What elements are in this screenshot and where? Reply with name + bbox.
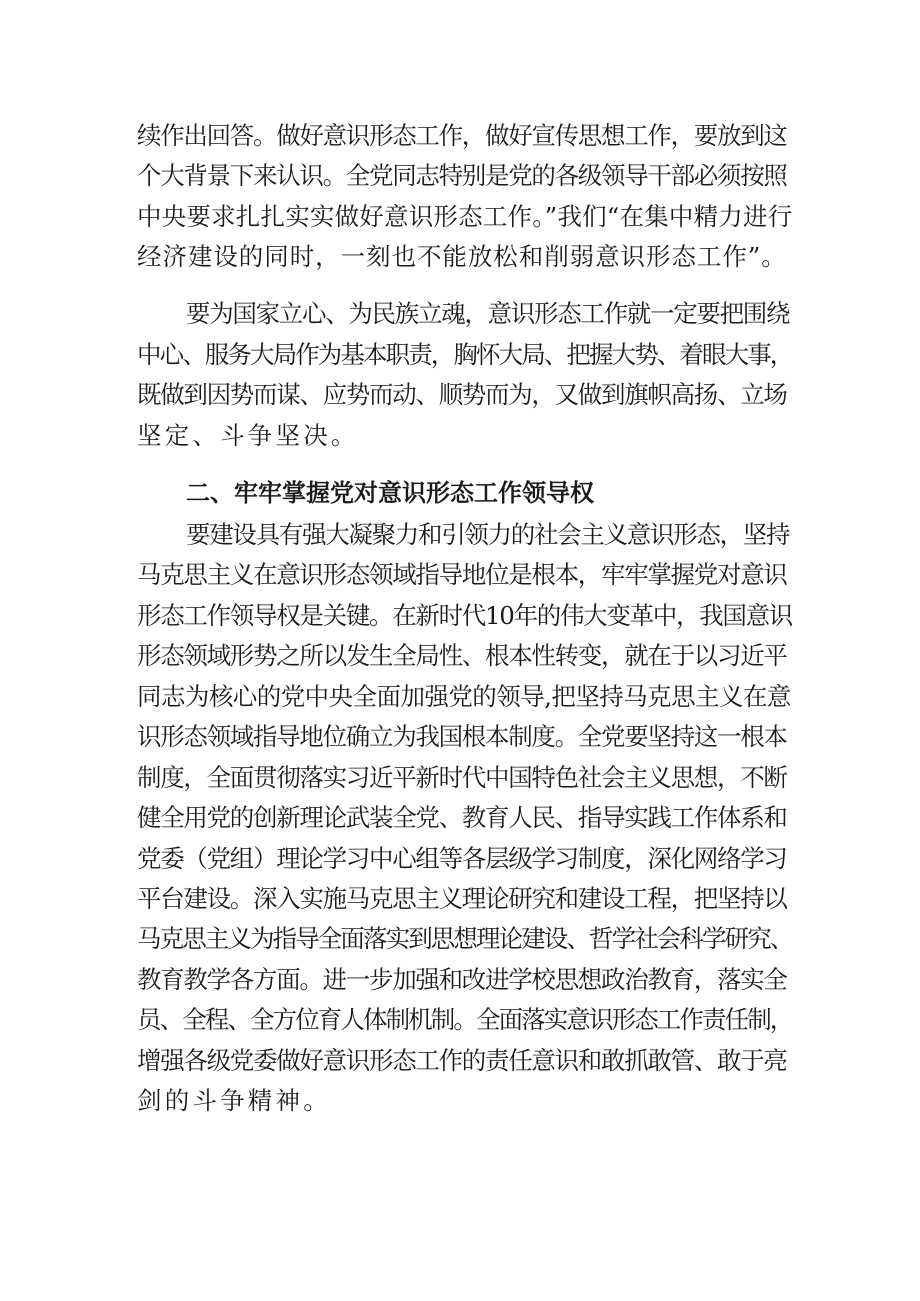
text-line: 马克思主义在意识形态领域指导地位是根本，牢牢掌握党对意识 — [137, 560, 787, 589]
text-line: 续作出回答。做好意识形态工作，做好宣传思想工作，要放到这 — [137, 121, 787, 150]
text-line: 形态领域形势之所以发生全局性、根本性转变，就在于以习近平 — [137, 641, 787, 670]
paragraph-first-line: 要建设具有强大凝聚力和引领力的社会主义意识形态，坚持 — [186, 520, 790, 549]
text-line: 中心、服务大局作为基本职责，胸怀大局、把握大势、着眼大事， — [137, 340, 793, 369]
text-line: 员、全程、全方位育人体制机制。全面落实意识形态工作责任制， — [137, 1005, 793, 1034]
text-line: 经济建设的同时，一刻也不能放松和削弱意识形态工作”。 — [137, 242, 787, 271]
text-line: 制度，全面贯彻落实习近平新时代中国特色社会主义思想，不断 — [137, 763, 787, 792]
text-line: 健全用党的创新理论武装全党、教育人民、指导实践工作体系和 — [137, 803, 787, 832]
text-line: 形态工作领导权是关键。在新时代10年的伟大变革中，我国意识 — [137, 601, 792, 630]
text-line: 剑的斗争精神。 — [137, 1086, 331, 1115]
text-line: 个大背景下来认识。全党同志特别是党的各级领导干部必须按照 — [137, 161, 787, 190]
text-line: 中央要求扎扎实实做好意识形态工作。”我们“在集中精力进行 — [137, 202, 793, 231]
text-line: 平台建设。深入实施马克思主义理论研究和建设工程，把坚持以 — [137, 884, 787, 913]
section-heading: 二、牢牢掌握党对意识形态工作领导权 — [186, 479, 594, 507]
text-line: 同志为核心的党中央全面加强党的领导,把坚持马克思主义在意 — [137, 682, 791, 711]
text-line: 党委（党组）理论学习中心组等各层级学习制度，深化网络学习 — [137, 844, 787, 873]
text-line: 马克思主义为指导全面落实到思想理论建设、哲学社会科学研究、 — [137, 924, 793, 953]
text-line: 识形态领域指导地位确立为我国根本制度。全党要坚持这一根本 — [137, 722, 787, 751]
text-line: 坚定、斗争坚决。 — [137, 421, 359, 450]
text-line: 既做到因势而谋、应势而动、顺势而为，又做到旗帜高扬、立场 — [137, 380, 787, 409]
text-line: 教育教学各方面。进一步加强和改进学校思想政治教育，落实全 — [137, 965, 787, 994]
paragraph-first-line: 要为国家立心、为民族立魂，意识形态工作就一定要把围绕 — [186, 299, 790, 328]
text-line: 增强各级党委做好意识形态工作的责任意识和敢抓敢管、敢于亮 — [137, 1046, 787, 1075]
